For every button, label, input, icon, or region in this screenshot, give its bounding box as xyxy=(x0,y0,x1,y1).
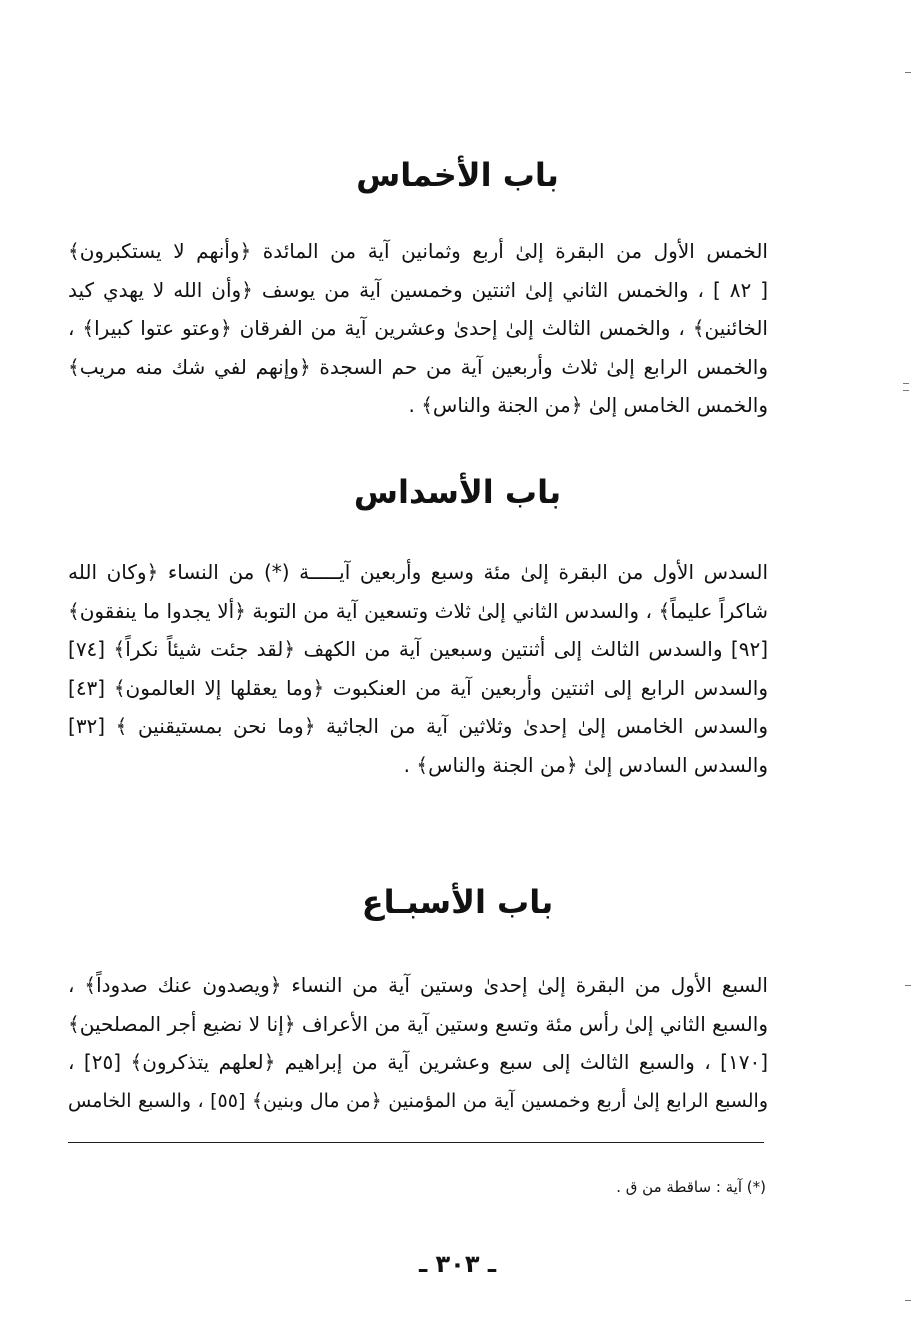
section-heading-sevenths: باب الأسبـاع xyxy=(361,883,554,921)
text-line: والخمس الرابع إلىٰ ثلاث وأربعين آية من حم السجدة ﴿وإنهم لفي شك منه مريب﴾ xyxy=(68,354,768,379)
scan-edge-mark xyxy=(905,72,911,73)
scan-edge-mark xyxy=(903,383,909,384)
scan-edge-mark xyxy=(905,1300,911,1301)
text-line: والسبع الثاني إلىٰ رأس مئة وتسع وستين آية من الأعراف ﴿إنا لا نضيع أجر المصلحين﴾ xyxy=(68,1011,768,1036)
section-heading-sixths: باب الأسداس xyxy=(353,473,562,511)
text-line: شاكراً عليماً﴾ ، والسدس الثاني إلىٰ ثلاث وتسعين آية من التوبة ﴿ألا يجدوا ما ينفقون﴾ xyxy=(68,598,768,623)
scan-edge-mark xyxy=(903,390,909,391)
text-line: والخمس الخامس إلىٰ ﴿من الجنة والناس﴾ . xyxy=(408,393,768,417)
text-line: السبع الأول من البقرة إلىٰ إحدىٰ وستين آية من النساء ﴿ويصدون عنك صدوداً﴾ ، xyxy=(68,973,768,997)
text-line: [١٧٠] ، والسبع الثالث إلى سبع وعشرين آية من إبراهيم ﴿لعلهم يتذكرون﴾ [٢٥] ، xyxy=(68,1050,768,1074)
text-line: [ ٨٢ ] ، والخمس الثاني إلىٰ اثنتين وخمسين آية من يوسف ﴿وأن الله لا يهدي كيد xyxy=(68,277,768,302)
text-line: الخمس الأول من البقرة إلىٰ أربع وثمانين آية من المائدة ﴿وأنهم لا يستكبرون﴾ xyxy=(68,239,768,263)
section-body-sixths xyxy=(68,553,768,784)
text-line: الخائنين﴾ ، والخمس الثالث إلىٰ إحدىٰ وعشرين آية من الفرقان ﴿وعتو عتوا كبيرا﴾ ، xyxy=(68,316,768,340)
text-line: السدس الأول من البقرة إلىٰ مئة وسبع وأربعين آيـــــة (*) من النساء ﴿وكان الله xyxy=(68,560,768,584)
text-line: والسبع الرابع إلىٰ أربع وخمسين آية من المؤمنين ﴿من مال وبنين﴾ [٥٥] ، والسبع الخامس xyxy=(68,1089,768,1112)
section-body-fifths xyxy=(68,232,768,425)
section-heading-fifths: باب الأخماس xyxy=(356,156,559,194)
section-body-sevenths xyxy=(68,966,768,1120)
footnote-divider xyxy=(68,1142,764,1143)
text-line: [٩٢] والسدس الثالث إلى أثنتين وسبعين آية من الكهف ﴿لقد جئت شيئاً نكراً﴾ [٧٤] xyxy=(68,637,768,661)
footnote: (*) آية : ساقطة من ق . xyxy=(616,1178,766,1196)
page-number: ـ ٣٠٣ ـ xyxy=(418,1250,497,1278)
text-line: والسدس الخامس إلىٰ إحدىٰ وثلاثين آية من الجاثية ﴿وما نحن بمستيقنين ﴾ [٣٢] xyxy=(68,714,768,738)
text-line: والسدس الرابع إلى اثنتين وأربعين آية من العنكبوت ﴿وما يعقلها إلا العالمون﴾ [٤٣] xyxy=(68,675,768,700)
scan-edge-mark xyxy=(905,985,911,986)
text-line: والسدس السادس إلىٰ ﴿من الجنة والناس﴾ . xyxy=(403,752,768,777)
